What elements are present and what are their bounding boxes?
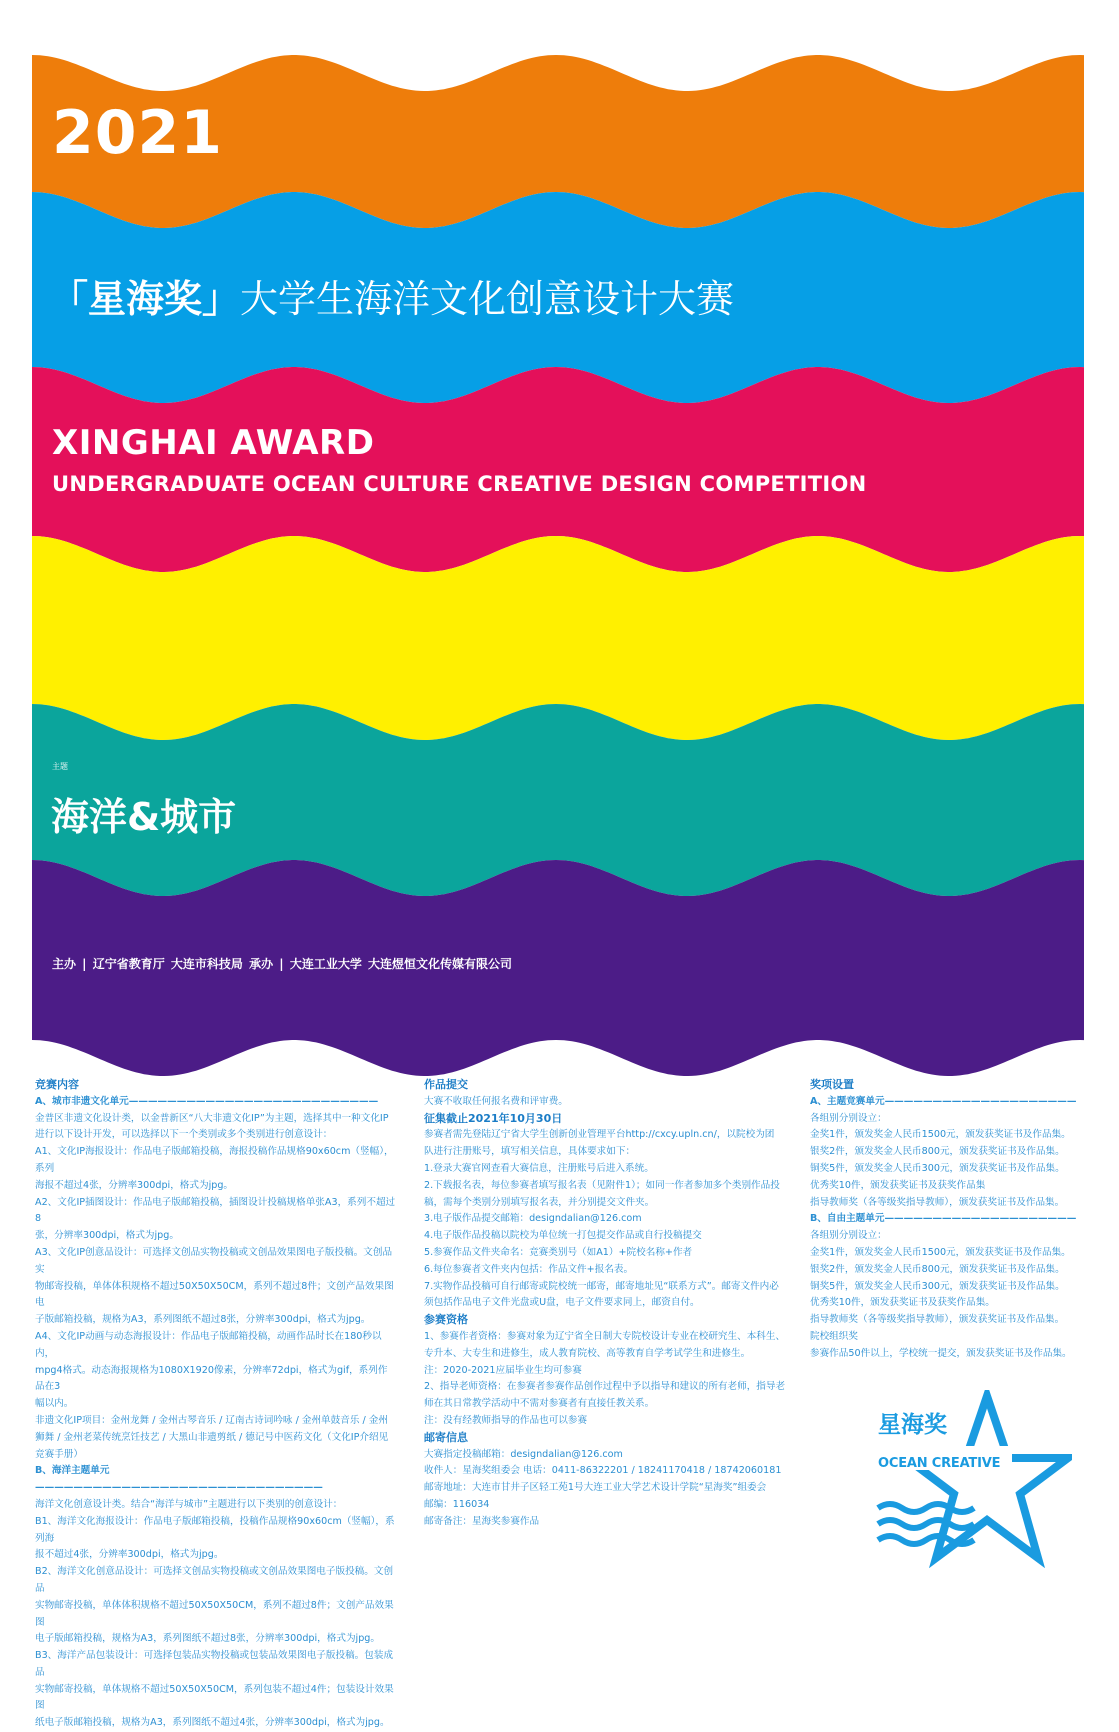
text-line: 优秀奖10件，颁发获奖证书及获奖作品集	[810, 1179, 986, 1191]
text-line: B1、海洋文化海报设计：作品电子版邮箱投稿，投稿作品规格90x60cm（竖幅），系列海	[35, 1515, 395, 1544]
text-line: 1、参赛作者资格：参赛对象为辽宁省全日制大专院校设计专业在校研究生、本科生、	[424, 1330, 786, 1342]
theme-label: 主题	[52, 762, 68, 771]
english-title: XINGHAI AWARD	[52, 423, 375, 463]
text-line: 参赛者需先登陆辽宁省大学生创新创业管理平台http://cxcy.upln.cn/，以院校为团	[424, 1129, 775, 1141]
text-line: 邮寄备注：星海奖参赛作品	[424, 1515, 540, 1527]
text-line: 稿，需每个类别分别填写报名表，并分别提交文件夹。	[424, 1196, 655, 1208]
text-line: 实物邮寄投稿，单体规格不超过50X50X50CM，系列包装不超过4件；包装设计效果图	[35, 1683, 394, 1712]
text-line: mpg4格式。动态海报规格为1080X1920像素，分辨率72dpi，格式为gif，系列作品在3	[35, 1364, 388, 1393]
text-line: 大赛指定投稿邮箱：designdalian@126.com	[424, 1448, 623, 1460]
submission-column	[424, 1077, 790, 1531]
text-line: A2、文化IP插图设计：作品电子版邮箱投稿，插图设计投稿规格单张A3，系列不超过8	[35, 1196, 396, 1225]
text-line: 指导教师奖（各等级奖指导教师），颁发获奖证书及作品集。	[810, 1314, 1065, 1326]
text-line: 5.参赛作品文件夹命名：竞赛类别号（如A1）+院校名称+作者	[424, 1246, 693, 1258]
text-line: 张，分辨率300dpi，格式为jpg。	[35, 1230, 179, 1242]
text-line: 海洋文化创意设计类。结合“海洋与城市”主题进行以下类别的创意设计：	[35, 1498, 343, 1510]
text-line: B2、海洋文化创意品设计：可选择文创品实物投稿或文创品效果图电子版投稿。文创品	[35, 1566, 394, 1594]
xinghai-logo	[872, 1390, 1072, 1568]
text-line: 1.登录大赛官网查看大赛信息，注册账号后进入系统。	[424, 1162, 654, 1174]
text-line: 队进行注册账号，填写相关信息，具体要求如下：	[424, 1146, 636, 1158]
submission-intro: 大赛不收取任何报名费和评审费。	[424, 1095, 568, 1107]
text-line: 3.电子版作品提交邮箱：designdalian@126.com	[424, 1213, 642, 1225]
text-line: 非遗文化IP项目：金州龙舞 / 金州古琴音乐 / 辽南古诗词吟咏 / 金州单鼓音乐 / 金州	[35, 1414, 388, 1426]
awards-unit-b-lines	[810, 1228, 1078, 1362]
text-line: 铜奖5件，颁发奖金人民币300元，颁发获奖证书及作品集。	[810, 1280, 1065, 1292]
text-line: 报不超过4张，分辨率300dpi，格式为jpg。	[35, 1549, 224, 1561]
text-line: 金奖1件，颁发奖金人民币1500元，颁发获奖证书及作品集。	[810, 1129, 1071, 1141]
text-line: 银奖2件，颁发奖金人民币800元，颁发获奖证书及作品集。	[810, 1146, 1065, 1158]
awards-unit-a-lines	[810, 1111, 1078, 1212]
text-line: 实物邮寄投稿，单体体积规格不超过50X50X50CM，系列不超过8件；文创产品效果图	[35, 1599, 394, 1628]
deadline: 征集截止2021年10月30日	[424, 1111, 563, 1125]
text-line: 7.实物作品投稿可自行邮寄或院校统一邮寄，邮寄地址见“联系方式”。邮寄文件内必	[424, 1280, 779, 1292]
text-line: 电子版邮箱投稿，规格为A3，系列图纸不超过8张，分辨率300dpi，格式为jpg。	[35, 1633, 380, 1645]
competition-name: 大学生海洋文化创意设计大赛	[240, 277, 735, 321]
unit-a-title: A、城市非遗文化单元——————————————————————————	[35, 1095, 379, 1107]
text-line: 金奖1件，颁发奖金人民币1500元，颁发获奖证书及作品集。	[810, 1246, 1071, 1258]
theme-title: 海洋&城市	[51, 795, 237, 839]
award-name-bracketed: 「星海奖」	[50, 277, 241, 321]
unit-b-lines	[35, 1497, 397, 1732]
unit-b-title: B、海洋主题单元——————————————————————————————	[35, 1465, 323, 1494]
text-line: 邮寄地址：大连市甘井子区轻工苑1号大连工业大学艺术设计学院“星海奖”组委会	[424, 1482, 767, 1494]
text-line: 优秀奖10件，颁发获奖证书及获奖作品集。	[810, 1297, 995, 1309]
text-line: 物邮寄投稿，单体体积规格不超过50X50X50CM，系列不超过8件；文创产品效果图电	[35, 1280, 394, 1309]
text-line: 竞赛手册）	[35, 1448, 83, 1460]
competition-content-heading: 竞赛内容	[35, 1078, 79, 1091]
text-line: 须包括作品电子文件光盘或U盘，电子文件要求同上，邮资自付。	[424, 1297, 700, 1309]
text-line: 幅以内。	[35, 1398, 74, 1410]
text-line: 子版邮箱投稿，规格为A3，系列图纸不超过8张，分辨率300dpi，格式为jpg。	[35, 1314, 371, 1326]
text-line: A3、文化IP创意品设计：可选择文创品实物投稿或文创品效果图电子版投稿。文创品实	[35, 1246, 393, 1275]
chinese-title	[50, 268, 734, 323]
text-line: 狮舞 / 金州老菜传统烹饪技艺 / 大黑山非遗剪纸 / 德记号中医药文化（文化IP介绍见	[35, 1431, 389, 1443]
awards-column	[810, 1077, 1078, 1363]
text-line: 4.电子版作品投稿以院校为单位统一打包提交作品或自行投稿提交	[424, 1230, 702, 1242]
text-line: A4、文化IP动画与动态海报设计：作品电子版邮箱投稿，动画作品时长在180秒以内，	[35, 1330, 382, 1359]
unit-a-lines	[35, 1111, 397, 1464]
text-line: 纸电子版邮箱投稿，规格为A3，系列图纸不超过4张，分辨率300dpi，格式为jpg。	[35, 1717, 390, 1729]
qualification-heading: 参赛资格	[424, 1313, 468, 1327]
awards-unit-a-title: A、主题竞赛单元————————————————————	[810, 1095, 1077, 1107]
awards-heading: 奖项设置	[810, 1078, 854, 1091]
text-line: 指导教师奖（各等级奖指导教师），颁发获奖证书及作品集。	[810, 1196, 1065, 1208]
english-subtitle: UNDERGRADUATE OCEAN CULTURE CREATIVE DESIGN COMPETITION	[52, 472, 867, 496]
text-line: 注：2020-2021应届毕业生均可参赛	[424, 1364, 582, 1376]
submission-heading: 作品提交	[424, 1078, 468, 1091]
submission-lines	[424, 1127, 790, 1312]
text-line: 6.每位参赛者文件夹内包括：作品文件+报名表。	[424, 1263, 634, 1275]
text-line: 铜奖5件，颁发奖金人民币300元，颁发获奖证书及作品集。	[810, 1162, 1065, 1174]
text-line: B3、海洋产品包装设计：可选择包装品实物投稿或包装品效果图电子版投稿。包装成品	[35, 1650, 394, 1678]
text-line: 2.下载报名表，每位参赛者填写报名表（见附件1）；如同一作者参加多个类别作品投	[424, 1179, 780, 1191]
text-line: 银奖2件，颁发奖金人民币800元，颁发获奖证书及作品集。	[810, 1263, 1065, 1275]
text-line: 金普区非遗文化设计类，以金普新区“八大非遗文化IP”为主题，选择其中一种文化IP	[35, 1112, 389, 1124]
logo-chinese-text: 星海奖	[878, 1412, 947, 1438]
mailing-heading: 邮寄信息	[424, 1430, 468, 1444]
text-line: 师在其日常教学活动中不需对参赛者有直接任教关系。	[424, 1398, 655, 1410]
text-line: 院校组织奖	[810, 1330, 858, 1342]
logo-english-text: OCEAN CREATIVE	[878, 1456, 1001, 1471]
text-line: 2、指导老师资格：在参赛者参赛作品创作过程中予以指导和建议的所有老师，指导老	[424, 1381, 786, 1393]
competition-content-column	[35, 1077, 397, 1732]
text-line: 海报不超过4张，分辨率300dpi，格式为jpg。	[35, 1179, 234, 1191]
text-line: 注：没有经教师指导的作品也可以参赛	[424, 1414, 588, 1426]
text-line: 参赛作品50件以上，学校统一提交，颁发获奖证书及作品集。	[810, 1347, 1072, 1359]
text-line: 邮编：116034	[424, 1498, 490, 1510]
text-line: 各组别分别设立：	[810, 1112, 887, 1124]
text-line: A1、文化IP海报设计：作品电子版邮箱投稿，海报投稿作品规格90x60cm（竖幅），系列	[35, 1146, 394, 1174]
mailing-lines	[424, 1447, 790, 1531]
text-line: 专升本、大专生和进修生，成人教育院校、高等教育自学考试学生和进修生。	[424, 1347, 751, 1359]
qualification-lines	[424, 1329, 790, 1430]
awards-unit-b-title: B、自由主题单元————————————————————	[810, 1213, 1077, 1225]
year-heading: 2021	[52, 98, 223, 168]
text-line: 进行以下设计开发，可以选择以下一个类别或多个类别进行创意设计：	[35, 1129, 333, 1141]
text-line: 各组别分别设立：	[810, 1230, 887, 1242]
organizers-line: 主办 | 辽宁省教育厅 大连市科技局 承办 | 大连工业大学 大连煜恒文化传媒有限公司	[52, 957, 513, 971]
text-line: 收件人：星海奖组委会 电话：0411-86322201 / 18241170418 / 18742060181	[424, 1465, 782, 1477]
